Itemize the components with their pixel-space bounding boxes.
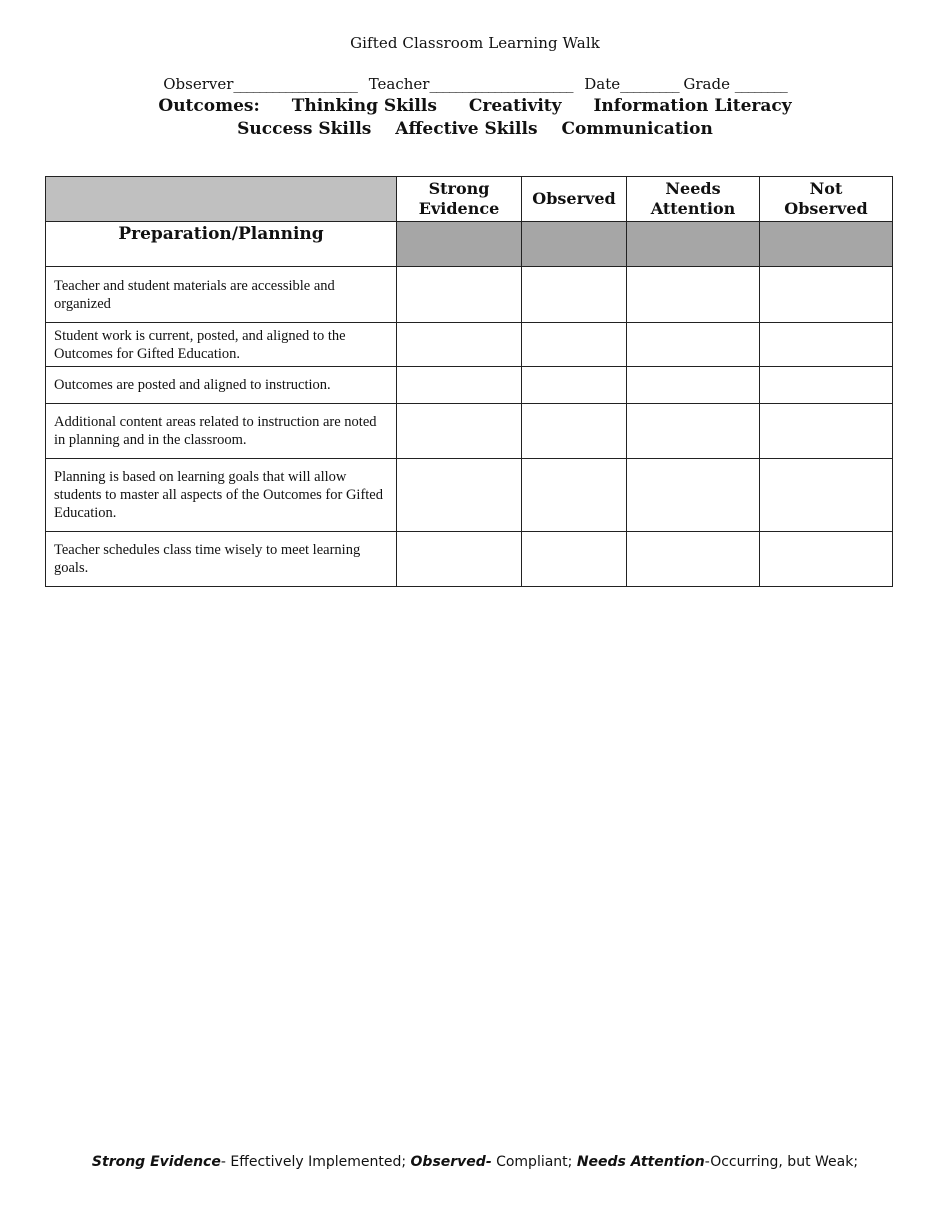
table-header-row	[46, 177, 893, 222]
legend-desc: Compliant;	[491, 1154, 577, 1170]
header-fields	[0, 75, 950, 93]
rating-cell[interactable]	[397, 323, 522, 367]
rating-cell[interactable]	[522, 323, 627, 367]
criterion-text: Teacher schedules class time wisely to meet learning goals.	[46, 532, 397, 587]
rating-cell[interactable]	[627, 404, 760, 459]
outcome-item: Information Literacy	[593, 96, 792, 116]
teacher-label: Teacher	[368, 75, 430, 93]
rating-cell[interactable]	[760, 459, 893, 532]
table-row	[46, 267, 893, 323]
rating-cell[interactable]	[627, 323, 760, 367]
outcome-item: Success Skills	[237, 119, 372, 139]
criterion-text: Outcomes are posted and aligned to instruction.	[46, 367, 397, 404]
column-header-not-observed: Not Observed	[760, 177, 893, 222]
header-blank-cell	[46, 177, 397, 222]
column-header-observed: Observed	[522, 177, 627, 222]
criterion-text: Additional content areas related to instruction are noted in planning and in the classroom.	[46, 404, 397, 459]
section-title: Preparation/Planning	[46, 222, 397, 267]
legend-desc: - Effectively Implemented;	[220, 1154, 411, 1170]
rating-cell[interactable]	[397, 367, 522, 404]
table-row	[46, 323, 893, 367]
rating-cell[interactable]	[760, 367, 893, 404]
rating-cell[interactable]	[627, 532, 760, 587]
grade-field[interactable]: ________	[734, 75, 787, 93]
date-label: Date	[584, 75, 621, 93]
rating-cell[interactable]	[397, 459, 522, 532]
shaded-cell	[760, 222, 893, 267]
date-field[interactable]: _________	[620, 75, 679, 93]
outcome-item: Affective Skills	[395, 119, 538, 139]
criterion-text: Student work is current, posted, and aligned to the Outcomes for Gifted Education.	[46, 323, 397, 367]
rating-legend	[0, 1154, 950, 1170]
outcome-item: Creativity	[468, 96, 562, 116]
column-header-strong-evidence: Strong Evidence	[397, 177, 522, 222]
rating-cell[interactable]	[627, 367, 760, 404]
rating-cell[interactable]	[522, 367, 627, 404]
outcomes-row-1	[0, 96, 950, 116]
section-row	[46, 222, 893, 267]
legend-term: Needs Attention	[576, 1154, 705, 1170]
outcome-item: Thinking Skills	[291, 96, 437, 116]
rating-cell[interactable]	[522, 267, 627, 323]
outcomes-row-2	[0, 119, 950, 139]
rating-cell[interactable]	[627, 459, 760, 532]
rating-cell[interactable]	[760, 323, 893, 367]
criterion-text: Planning is based on learning goals that will allow students to master all aspects of the Outcomes for Gifted Education.	[46, 459, 397, 532]
outcome-item: Communication	[561, 119, 713, 139]
document-title: Gifted Classroom Learning Walk	[350, 34, 600, 52]
shaded-cell	[522, 222, 627, 267]
rating-cell[interactable]	[397, 404, 522, 459]
grade-label: Grade	[683, 75, 730, 93]
rating-cell[interactable]	[397, 267, 522, 323]
shaded-cell	[397, 222, 522, 267]
rating-cell[interactable]	[522, 532, 627, 587]
table-row	[46, 367, 893, 404]
legend-term: Strong Evidence	[91, 1154, 221, 1170]
observer-field[interactable]: ___________________	[233, 75, 357, 93]
rating-cell[interactable]	[397, 532, 522, 587]
shaded-cell	[627, 222, 760, 267]
legend-term: Observed-	[410, 1154, 492, 1170]
table-row	[46, 459, 893, 532]
teacher-field[interactable]: ______________________	[429, 75, 573, 93]
rating-cell[interactable]	[522, 459, 627, 532]
outcomes-label: Outcomes:	[158, 96, 260, 116]
rating-cell[interactable]	[760, 267, 893, 323]
criterion-text: Teacher and student materials are accessible and organized	[46, 267, 397, 323]
rating-cell[interactable]	[760, 404, 893, 459]
rating-cell[interactable]	[522, 404, 627, 459]
rating-cell[interactable]	[760, 532, 893, 587]
legend-desc: -Occurring, but Weak;	[704, 1154, 859, 1170]
table-row	[46, 404, 893, 459]
observer-label: Observer	[163, 75, 234, 93]
rating-cell[interactable]	[627, 267, 760, 323]
table-row	[46, 532, 893, 587]
learning-walk-table	[45, 176, 893, 587]
column-header-needs-attention: Needs Attention	[627, 177, 760, 222]
